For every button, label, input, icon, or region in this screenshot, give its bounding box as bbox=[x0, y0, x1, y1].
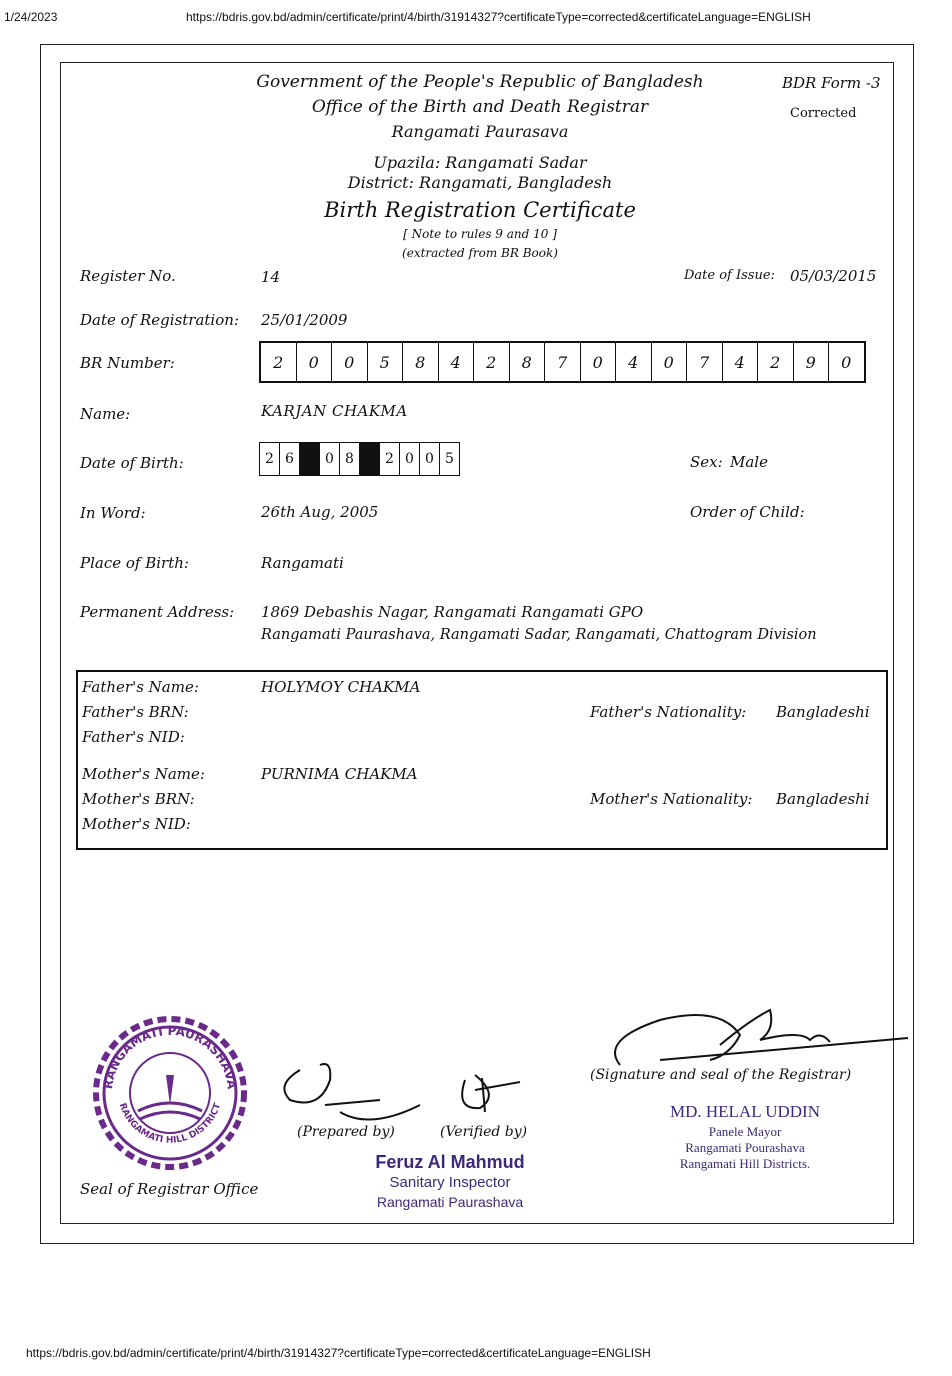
br-digit: 0 bbox=[297, 343, 333, 381]
order-label: Order of Child: bbox=[690, 503, 805, 521]
address-line1: 1869 Debashis Nagar, Rangamati Rangamati GPO bbox=[261, 603, 644, 621]
br-number-grid bbox=[259, 341, 866, 383]
br-digit: 8 bbox=[510, 343, 546, 381]
reg-date-value: 25/01/2009 bbox=[261, 311, 348, 329]
br-digit: 4 bbox=[616, 343, 652, 381]
certificate-title: Birth Registration Certificate bbox=[324, 198, 636, 222]
stamp1-org: Rangamati Paurashava bbox=[376, 1194, 524, 1210]
mother-nat: Bangladeshi bbox=[776, 790, 870, 808]
br-digit: 4 bbox=[723, 343, 759, 381]
father-nid-label: Father's NID: bbox=[82, 728, 185, 746]
place-value: Rangamati bbox=[261, 554, 344, 572]
address-line2: Rangamati Paurashava, Rangamati Sadar, Rangamati, Chattogram Division bbox=[261, 627, 817, 643]
form-label: BDR Form -3 bbox=[782, 74, 881, 92]
father-name-label: Father's Name: bbox=[82, 678, 199, 696]
registrar-signature-label: (Signature and seal of the Registrar) bbox=[590, 1067, 852, 1083]
br-digit: 0 bbox=[652, 343, 688, 381]
father-brn-label: Father's BRN: bbox=[82, 703, 189, 721]
br-digit: 0 bbox=[581, 343, 617, 381]
sex-label: Sex: bbox=[690, 453, 723, 471]
district-line: District: Rangamati, Bangladesh bbox=[347, 173, 613, 192]
corrected-label: Corrected bbox=[790, 106, 857, 121]
father-name: HOLYMOY CHAKMA bbox=[261, 678, 421, 696]
gov-line: Government of the People's Republic of Bangladesh bbox=[256, 72, 704, 92]
prepared-by: (Prepared by) bbox=[297, 1124, 395, 1140]
paurasava-line: Rangamati Paurasava bbox=[391, 122, 569, 141]
dob-grid bbox=[259, 442, 460, 476]
br-digit: 2 bbox=[474, 343, 510, 381]
br-digit: 7 bbox=[687, 343, 723, 381]
note-rules: [ Note to rules 9 and 10 ] bbox=[403, 227, 557, 241]
stamp2-title: Panele Mayor bbox=[708, 1124, 782, 1139]
dob-digit: 2 bbox=[260, 443, 280, 475]
mother-name-label: Mother's Name: bbox=[82, 765, 205, 783]
name-label: Name: bbox=[80, 405, 131, 423]
dob-digit: 8 bbox=[340, 443, 360, 475]
br-digit: 8 bbox=[403, 343, 439, 381]
stamp2-org: Rangamati Pourashava bbox=[685, 1140, 805, 1155]
issue-label: Date of Issue: bbox=[684, 268, 775, 283]
name-value: KARJAN CHAKMA bbox=[261, 402, 408, 420]
dob-separator bbox=[300, 443, 320, 475]
note-extracted: (extracted from BR Book) bbox=[402, 246, 558, 260]
reg-date-label: Date of Registration: bbox=[80, 311, 239, 329]
dob-separator bbox=[360, 443, 380, 475]
office-line: Office of the Birth and Death Registrar bbox=[311, 97, 649, 117]
registrar-signature bbox=[600, 1000, 910, 1075]
br-digit: 2 bbox=[758, 343, 794, 381]
register-value: 14 bbox=[261, 268, 281, 286]
print-date: 1/24/2023 bbox=[4, 10, 58, 24]
address-label: Permanent Address: bbox=[80, 603, 235, 621]
dob-label: Date of Birth: bbox=[80, 454, 184, 472]
dob-digit: 0 bbox=[400, 443, 420, 475]
sex-value: Male bbox=[730, 453, 768, 471]
br-digit: 7 bbox=[545, 343, 581, 381]
verified-by: (Verified by) bbox=[440, 1124, 528, 1140]
mother-nid-label: Mother's NID: bbox=[82, 815, 191, 833]
dob-digit: 6 bbox=[280, 443, 300, 475]
dob-digit: 2 bbox=[380, 443, 400, 475]
br-digit: 2 bbox=[261, 343, 297, 381]
mother-name: PURNIMA CHAKMA bbox=[261, 765, 418, 783]
mother-nat-label: Mother's Nationality: bbox=[590, 790, 753, 808]
mother-brn-label: Mother's BRN: bbox=[82, 790, 195, 808]
stamp2-area: Rangamati Hill Districts. bbox=[679, 1156, 811, 1171]
parents-box bbox=[76, 670, 888, 850]
register-label: Register No. bbox=[80, 267, 176, 285]
br-digit: 5 bbox=[368, 343, 404, 381]
dob-digit: 0 bbox=[320, 443, 340, 475]
stamp1-name: Feruz Al Mahmud bbox=[375, 1152, 525, 1172]
stamp1-title: Sanitary Inspector bbox=[389, 1174, 511, 1191]
stamp2-name: MD. HELAL UDDIN bbox=[670, 1102, 820, 1121]
inword-value: 26th Aug, 2005 bbox=[261, 503, 379, 521]
br-digit: 0 bbox=[332, 343, 368, 381]
father-nat: Bangladeshi bbox=[776, 703, 870, 721]
issue-value: 05/03/2015 bbox=[790, 267, 877, 285]
seal-text-top: RANGAMATI PAURASHAVA bbox=[101, 1023, 239, 1090]
br-digit: 9 bbox=[794, 343, 830, 381]
father-nat-label: Father's Nationality: bbox=[590, 703, 747, 721]
dob-digit: 5 bbox=[445, 451, 454, 467]
print-url-top: https://bdris.gov.bd/admin/certificate/print/4/birth/31914327?certificateType=corrected&certificateLanguage=ENGLISH bbox=[186, 10, 811, 24]
prepared-verified-signatures bbox=[270, 1050, 540, 1130]
br-digit: 4 bbox=[439, 343, 475, 381]
inword-label: In Word: bbox=[80, 504, 146, 522]
upazila-line: Upazila: Rangamati Sadar bbox=[373, 153, 587, 172]
seal-label: Seal of Registrar Office bbox=[80, 1180, 259, 1198]
registrar-office-seal bbox=[90, 1015, 250, 1170]
place-label: Place of Birth: bbox=[80, 554, 189, 572]
dob-digit: 0 bbox=[420, 443, 440, 475]
br-label: BR Number: bbox=[80, 354, 175, 372]
seal-text-bottom: RANGAMATI HILL DISTRICT bbox=[116, 1102, 224, 1146]
br-digit: 0 bbox=[841, 352, 852, 372]
print-url-bottom: https://bdris.gov.bd/admin/certificate/print/4/birth/31914327?certificateType=corrected&certificateLanguage=ENGLISH bbox=[26, 1346, 651, 1360]
